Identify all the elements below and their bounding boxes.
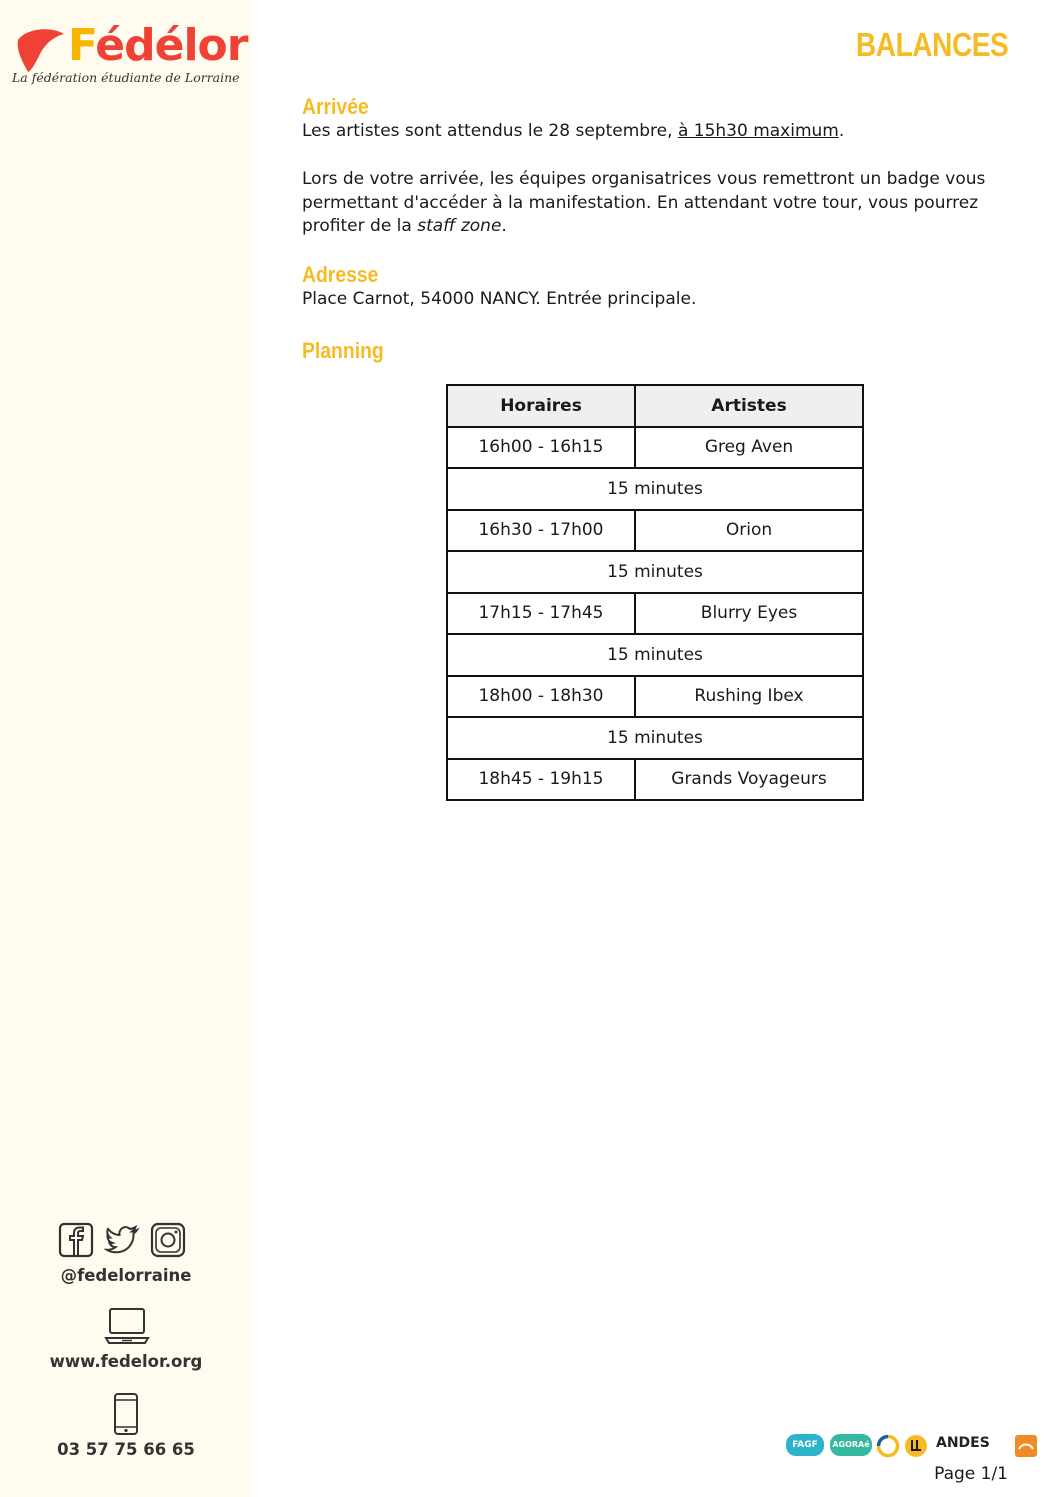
logo-tagline: La fédération étudiante de Lorraine	[12, 70, 240, 85]
staff-zone-term: staff zone	[417, 216, 502, 236]
table-row-gap	[447, 468, 863, 510]
partner-logos	[786, 1430, 1040, 1462]
planning-table	[446, 384, 864, 801]
instagram-icon[interactable]	[150, 1222, 186, 1258]
time-cell: 18h45 - 19h15	[447, 759, 635, 801]
table-row-gap	[447, 634, 863, 676]
sidebar	[0, 0, 252, 1497]
gap-cell: 15 minutes	[447, 717, 863, 759]
adresse-text: Place Carnot, 54000 NANCY. Entrée principale.	[302, 289, 697, 309]
arrivee-punct-2: .	[501, 216, 507, 236]
arrivee-paragraph-1	[302, 120, 844, 144]
partner-andes[interactable]: ANDES	[936, 1435, 990, 1451]
gap-cell: 15 minutes	[447, 634, 863, 676]
social-handle[interactable]: @fedelorraine	[60, 1266, 192, 1285]
arrivee-punct: .	[838, 121, 845, 141]
table-row-gap	[447, 551, 863, 593]
artist-cell: Blurry Eyes	[635, 593, 863, 635]
column-header-artistes: Artistes	[635, 385, 863, 427]
arrivee-badge-text: Lors de votre arrivée, les équipes organisatrices vous remettront un badge vous permettant d'accéder à la manifestation. En attendant votre tour, vous pourrez profiter de la	[302, 169, 986, 236]
table-row	[447, 759, 863, 801]
arrivee-text: Les artistes sont attendus le 28 septembre,	[302, 121, 678, 141]
arrivee-deadline: à 15h30 maximum	[677, 121, 839, 141]
gap-cell: 15 minutes	[447, 468, 863, 510]
gap-cell: 15 minutes	[447, 551, 863, 593]
partner-orange-icon[interactable]	[1014, 1434, 1038, 1458]
partner-agorae[interactable]: AGORAé	[830, 1434, 872, 1456]
heading-arrivee: Arrivée	[302, 94, 369, 119]
table-row	[447, 510, 863, 552]
arrivee-paragraph-2	[302, 168, 1022, 239]
laptop-icon	[104, 1306, 150, 1346]
table-row	[447, 676, 863, 718]
facebook-icon[interactable]	[58, 1222, 94, 1258]
table-row-gap	[447, 717, 863, 759]
partner-fagf[interactable]: FAGF	[786, 1434, 824, 1456]
column-header-horaires: Horaires	[447, 385, 635, 427]
leaf-logo-icon	[12, 26, 72, 74]
table-row	[447, 593, 863, 635]
artist-cell: Orion	[635, 510, 863, 552]
phone-number[interactable]: 03 57 75 66 65	[57, 1440, 195, 1459]
fedelor-logo[interactable]	[12, 18, 252, 88]
document-title: BALANCES	[855, 26, 1008, 63]
website-link[interactable]: www.fedelor.org	[49, 1352, 203, 1371]
logo-wordmark: Fédélor	[68, 20, 248, 71]
artist-cell: Grands Voyageurs	[635, 759, 863, 801]
phone-icon	[113, 1392, 139, 1436]
artist-cell: Greg Aven	[635, 427, 863, 469]
twitter-icon[interactable]	[104, 1222, 140, 1258]
time-cell: 16h30 - 17h00	[447, 510, 635, 552]
table-header-row	[447, 385, 863, 427]
partner-ul-icon[interactable]	[904, 1434, 928, 1458]
artist-cell: Rushing Ibex	[635, 676, 863, 718]
time-cell: 16h00 - 16h15	[447, 427, 635, 469]
heading-planning: Planning	[302, 338, 384, 363]
partner-ring-icon[interactable]	[876, 1434, 900, 1458]
heading-adresse: Adresse	[302, 262, 379, 287]
time-cell: 17h15 - 17h45	[447, 593, 635, 635]
page-number: Page 1/1	[934, 1464, 1008, 1484]
table-row	[447, 427, 863, 469]
time-cell: 18h00 - 18h30	[447, 676, 635, 718]
